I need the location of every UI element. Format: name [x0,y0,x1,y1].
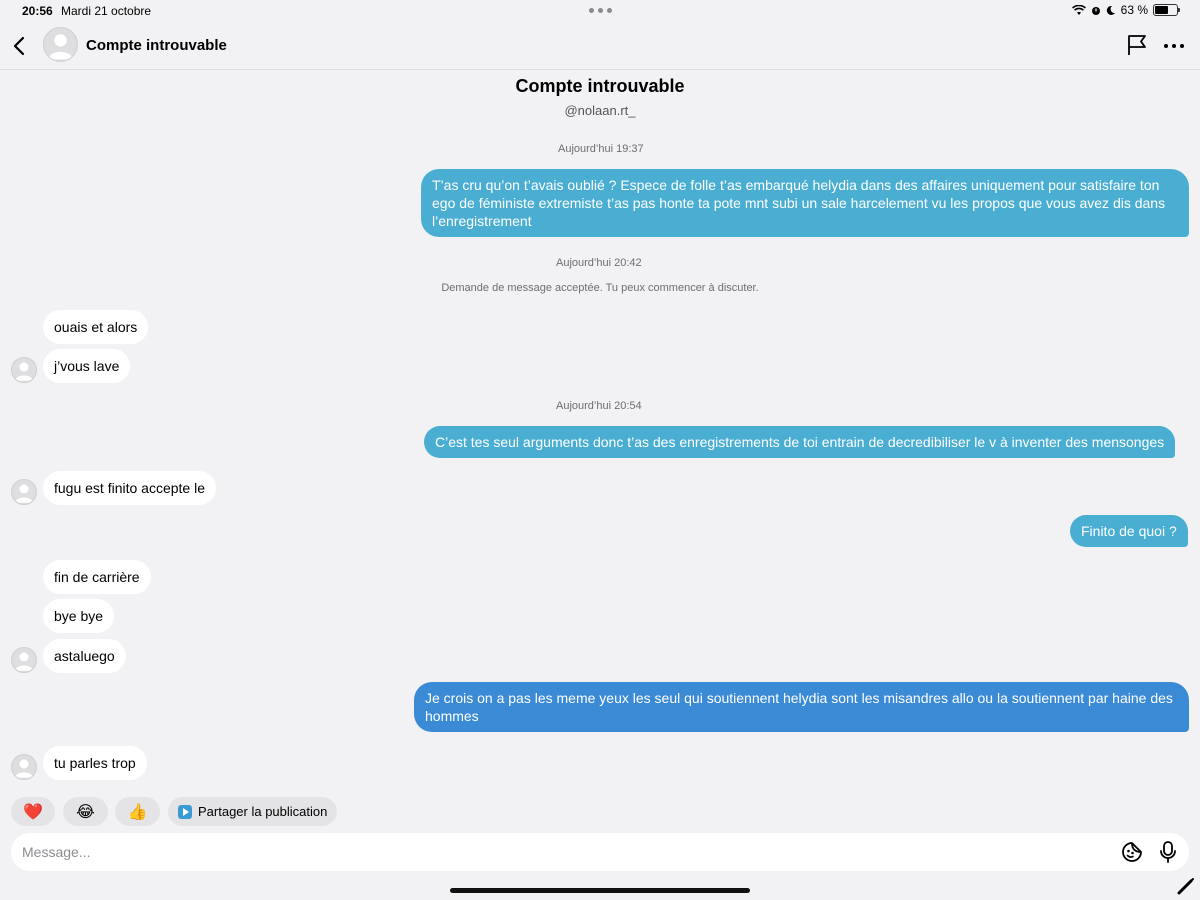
battery-icon [1153,4,1178,16]
home-indicator[interactable] [450,888,750,893]
profile-name: Compte introuvable [515,76,685,96]
message-incoming[interactable]: ouais et alors [43,310,148,344]
sender-avatar[interactable] [11,647,37,673]
header-title[interactable]: Compte introuvable [86,37,227,54]
profile-handle: @nolaan.rt_ [564,103,636,118]
more-options-icon[interactable] [1164,36,1188,56]
message-incoming[interactable]: tu parles trop [43,746,147,780]
message-composer [11,833,1189,871]
message-outgoing[interactable]: T’as cru qu’on t’avais oublié ? Espece de folle t’as embarqué helydia dans des affaires uniquement pour satisfaire ton ego de féministe extremiste t’as pas honte ta pote mnt subi un sale harcelement vu les propos que vous avez dis dans l’enregistrement [421,169,1189,237]
message-outgoing[interactable]: Je crois on a pas les meme yeux les seul qui soutiennent helydia sont les misandres allo ou la soutiennent par haine des hommes [414,682,1189,732]
status-time: 20:56 [22,4,53,18]
battery-percent: 63 % [1120,3,1148,17]
quick-reaction-laugh[interactable]: 😂 [63,797,108,826]
sender-avatar[interactable] [11,357,37,383]
message-incoming[interactable]: j’vous lave [43,349,130,383]
message-incoming[interactable]: bye bye [43,599,114,633]
multitasking-dots-icon[interactable] [589,8,612,13]
share-post-button[interactable] [168,797,337,826]
microphone-icon[interactable] [1157,840,1179,864]
flag-icon[interactable] [1126,34,1148,56]
message-input[interactable] [22,833,1102,871]
message-incoming[interactable]: fin de carrière [43,560,151,594]
share-post-icon [178,805,192,819]
status-date: Mardi 21 octobre [61,4,152,18]
message-incoming[interactable]: astaluego [43,639,126,673]
timestamp: Aujourd’hui 20:54 [556,400,642,412]
quick-reaction-heart[interactable]: ❤️ [11,797,55,826]
message-outgoing[interactable]: C’est tes seul arguments donc t’as des enregistrements de toi entrain de decredibiliser le v à inventer des mensonges [424,426,1175,458]
header-avatar[interactable] [43,27,78,62]
status-right [1072,3,1178,17]
sender-avatar[interactable] [11,754,37,780]
quick-reaction-thumbs-up[interactable]: 👍 [115,797,160,826]
timestamp: Aujourd’hui 20:42 [556,257,642,269]
message-incoming[interactable]: fugu est finito accepte le [43,471,216,505]
system-message: Demande de message acceptée. Tu peux commencer à discuter. [441,282,759,294]
sender-avatar[interactable] [11,479,37,505]
alarm-icon [1091,5,1101,16]
pencil-icon[interactable] [1176,876,1196,896]
chat-header [0,22,1200,70]
timestamp: Aujourd’hui 19:37 [558,143,644,155]
status-bar [0,0,1200,22]
share-post-label: Partager la publication [198,804,328,819]
wifi-icon [1072,5,1086,16]
sticker-icon[interactable] [1121,841,1143,863]
moon-icon [1106,5,1116,16]
battery-level [1155,6,1168,14]
message-outgoing[interactable]: Finito de quoi ? [1070,515,1188,547]
back-chevron-icon[interactable] [10,34,30,58]
